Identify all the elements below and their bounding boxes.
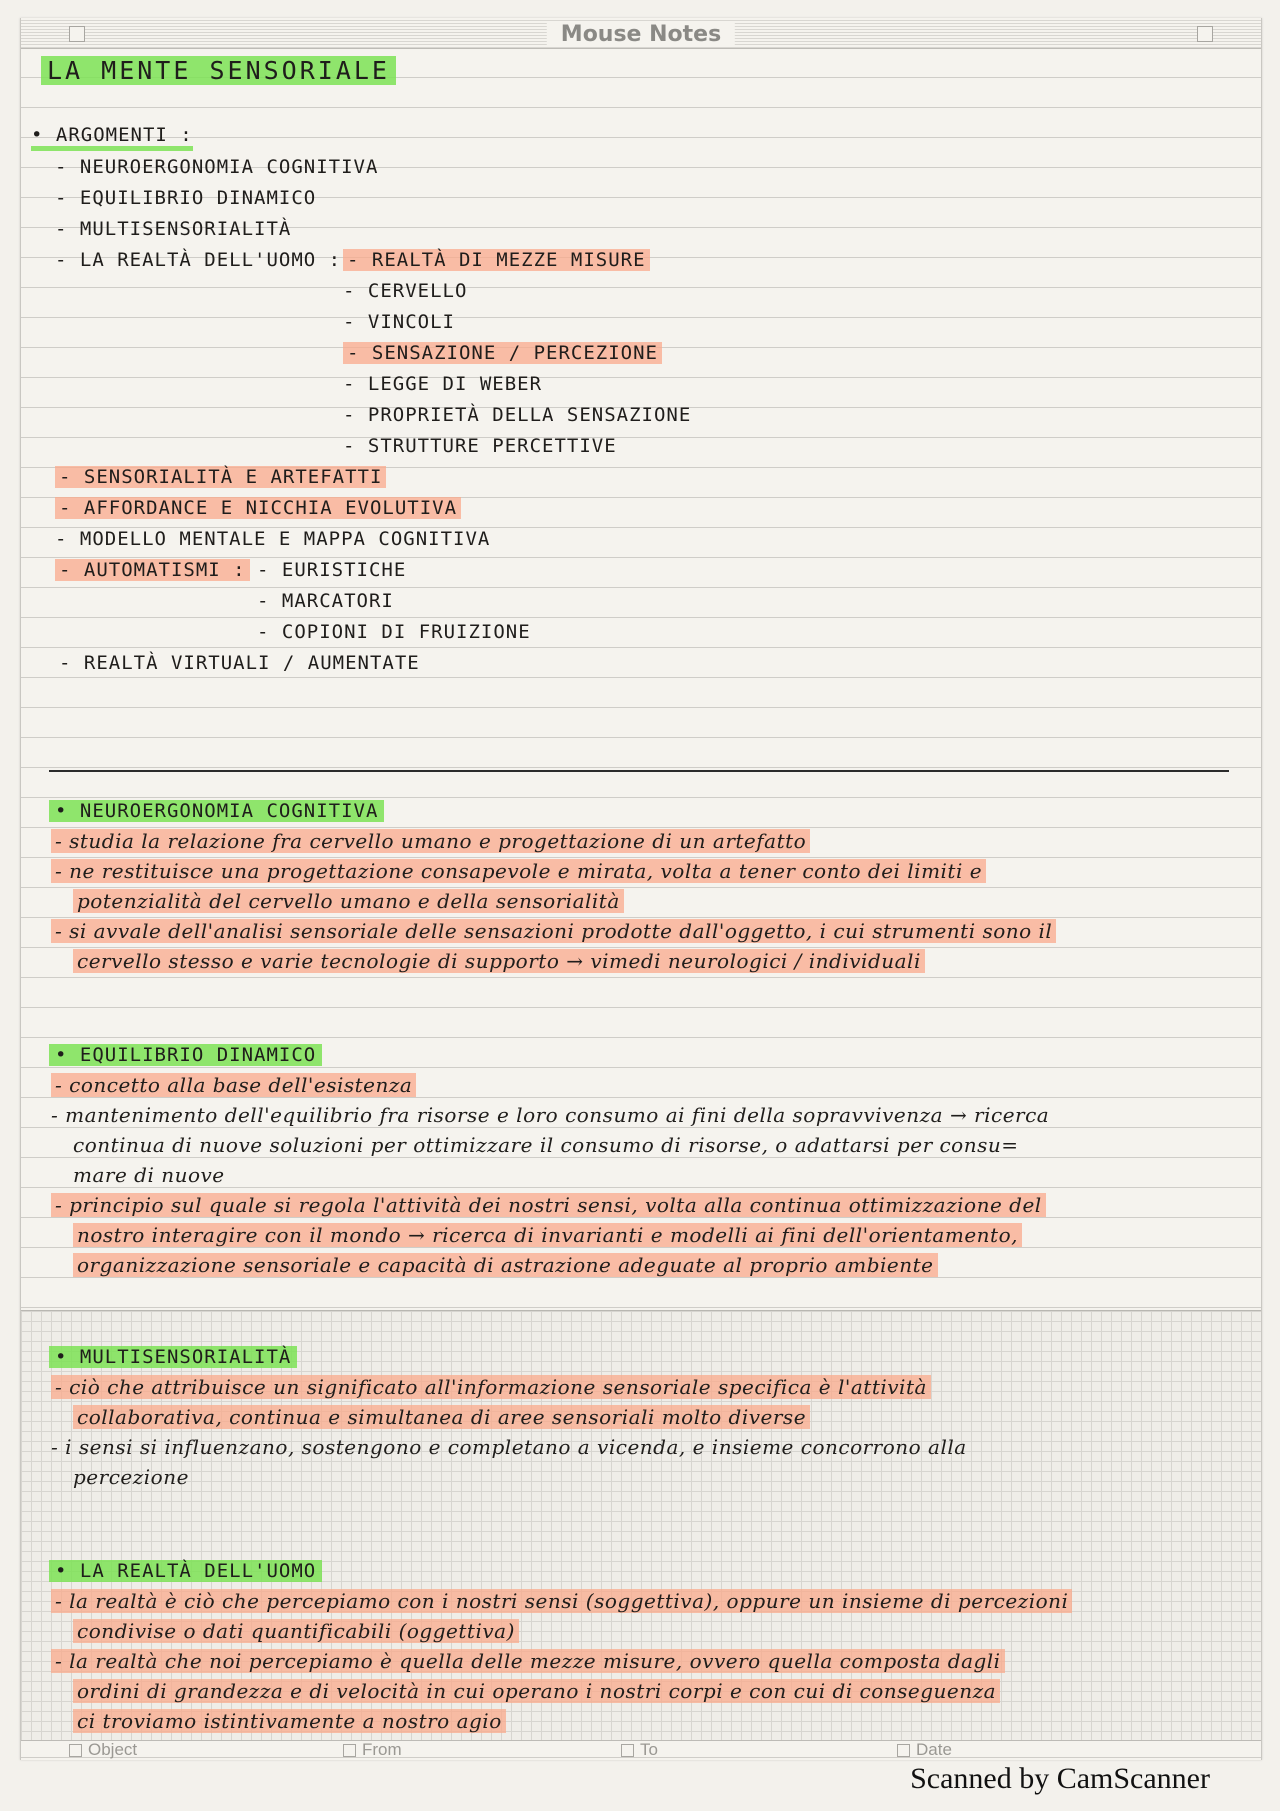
argomenti-item — [55, 495, 461, 521]
argomenti-heading — [31, 122, 193, 148]
note-line: continua di nuove soluzioni per ottimizzare il consumo di risorse, o adattarsi per consu= — [73, 1133, 1019, 1157]
note-line — [51, 1374, 931, 1400]
argomenti-item — [55, 464, 386, 490]
note-line — [51, 918, 1056, 944]
section-heading-text: • MULTISENSORIALITÀ — [49, 1346, 297, 1368]
note-line-text: - principio sul quale si regola l'attività dei nostri sensi, volta alla continua ottimizzazione del — [51, 1193, 1046, 1217]
note-line — [51, 1072, 416, 1098]
argomenti-item: - MULTISENSORIALITÀ — [55, 218, 292, 240]
section-heading-text: • NEUROERGONOMIA COGNITIVA — [49, 800, 384, 822]
note-line-text: condivise o dati quantificabili (oggettiva) — [73, 1619, 519, 1643]
note-line-text: ci troviamo istintivamente a nostro agio — [73, 1709, 506, 1733]
note-line-text: - concetto alla base dell'esistenza — [51, 1073, 416, 1097]
note-line-text: - si avvale dell'analisi sensoriale delle sensazioni prodotte dall'oggetto, i cui strumenti sono il — [51, 919, 1056, 943]
note-line — [51, 1648, 1005, 1674]
note-line-text: - la realtà che noi percepiamo è quella delle mezze misure, ovvero quella composta dagli — [51, 1649, 1005, 1673]
realta-subitem — [343, 247, 650, 273]
note-line-text: - ne restituisce una progettazione consapevole e mirata, volta a tener conto dei limiti e — [51, 859, 986, 883]
note-line — [73, 888, 624, 914]
notebook-page — [20, 18, 1262, 1760]
note-line: - mantenimento dell'equilibrio fra risorse e loro consumo ai fini della sopravvivenza → ricerca — [51, 1103, 1050, 1127]
argomenti-item-text: - AUTOMATISMI : — [55, 559, 250, 581]
section-heading — [49, 798, 384, 824]
note-line — [73, 948, 925, 974]
note-line-text: - la realtà è ciò che percepiamo con i nostri sensi (soggettiva), oppure un insieme di percezioni — [51, 1589, 1072, 1613]
note-line-text: ordini di grandezza e di velocità in cui operano i nostri corpi e con cui di conseguenza — [73, 1679, 1000, 1703]
argomenti-item: - LA REALTÀ DELL'UOMO : — [55, 249, 342, 271]
section-heading — [49, 1344, 297, 1370]
realta-subitem-text: - SENSAZIONE / PERCEZIONE — [343, 342, 662, 364]
note-line — [51, 828, 810, 854]
realta-subitem: - VINCOLI — [343, 311, 455, 333]
scanner-watermark: Scanned by CamScanner — [910, 1762, 1210, 1795]
note-line — [73, 1678, 1000, 1704]
realta-subitem: - PROPRIETÀ DELLA SENSAZIONE — [343, 404, 692, 426]
checkbox-icon — [897, 1744, 910, 1757]
page-title — [41, 58, 396, 84]
note-line — [73, 1404, 810, 1430]
note-line-text: cervello stesso e varie tecnologie di supporto → vimedi neurologici / individuali — [73, 949, 925, 973]
section-heading-text: • LA REALTÀ DELL'UOMO — [49, 1560, 322, 1582]
notebook-brand: Mouse Notes — [547, 22, 735, 47]
footer-object-label: Object — [88, 1740, 138, 1759]
note-line-text: - ciò che attribuisce un significato all'informazione sensoriale specifica è l'attività — [51, 1375, 931, 1399]
argomenti-item: - MODELLO MENTALE E MAPPA COGNITIVA — [55, 528, 491, 550]
footer-date — [897, 1740, 952, 1760]
notebook-header — [21, 18, 1261, 49]
note-line-text: organizzazione sensoriale e capacità di astrazione adeguate al proprio ambiente — [73, 1253, 938, 1277]
note-line — [73, 1618, 519, 1644]
note-line-text: potenzialità del cervello umano e della sensorialità — [73, 889, 624, 913]
section-heading — [49, 1558, 322, 1584]
page-title-text: LA MENTE SENSORIALE — [41, 56, 396, 85]
footer-to — [621, 1740, 658, 1760]
note-line: - i sensi si influenzano, sostengono e completano a vicenda, e insieme concorrono alla — [51, 1435, 967, 1459]
realta-subitem-text: - REALTÀ DI MEZZE MISURE — [343, 249, 650, 271]
footer-object — [69, 1740, 137, 1760]
note-line — [73, 1222, 1022, 1248]
argomenti-item: - REALTÀ VIRTUALI / AUMENTATE — [59, 652, 420, 674]
header-checkbox-right — [1197, 26, 1213, 42]
realta-subitem: - LEGGE DI WEBER — [343, 373, 543, 395]
footer-from-label: From — [362, 1740, 402, 1759]
checkbox-icon — [69, 1744, 82, 1757]
automatismi-subitem: - MARCATORI — [257, 590, 394, 612]
checkbox-icon — [343, 1744, 356, 1757]
automatismi-subitem: - EURISTICHE — [257, 559, 407, 581]
section-heading-text: • EQUILIBRIO DINAMICO — [49, 1044, 322, 1066]
realta-subitem: - CERVELLO — [343, 280, 468, 302]
note-line-text: nostro interagire con il mondo → ricerca di invarianti e modelli ai fini dell'orientamento, — [73, 1223, 1022, 1247]
argomenti-item-text: - AFFORDANCE E NICCHIA EVOLUTIVA — [55, 497, 461, 519]
argomenti-item: - EQUILIBRIO DINAMICO — [55, 187, 317, 209]
section-divider — [49, 770, 1229, 772]
header-checkbox-left — [69, 26, 85, 42]
realta-subitem — [343, 340, 662, 366]
note-line-text: collaborativa, continua e simultanea di aree sensoriali molto diverse — [73, 1405, 810, 1429]
argomenti-heading-text: • ARGOMENTI : — [31, 124, 193, 151]
note-line-text: - studia la relazione fra cervello umano e progettazione di un artefatto — [51, 829, 810, 853]
argomenti-item-text: - SENSORIALITÀ E ARTEFATTI — [55, 466, 386, 488]
note-line — [73, 1708, 506, 1734]
footer-to-label: To — [640, 1740, 658, 1759]
realta-subitem: - STRUTTURE PERCETTIVE — [343, 435, 617, 457]
section-heading — [49, 1042, 322, 1068]
note-line — [73, 1252, 938, 1278]
footer-from — [343, 1740, 402, 1760]
checkbox-icon — [621, 1744, 634, 1757]
argomenti-item — [55, 557, 250, 583]
argomenti-item: - NEUROERGONOMIA COGNITIVA — [55, 156, 379, 178]
note-line — [51, 858, 986, 884]
footer-date-label: Date — [916, 1740, 952, 1759]
note-line: mare di nuove — [73, 1163, 225, 1187]
note-line — [51, 1192, 1046, 1218]
note-line: percezione — [73, 1465, 189, 1489]
note-line — [51, 1588, 1072, 1614]
automatismi-subitem: - COPIONI DI FRUIZIONE — [257, 621, 531, 643]
